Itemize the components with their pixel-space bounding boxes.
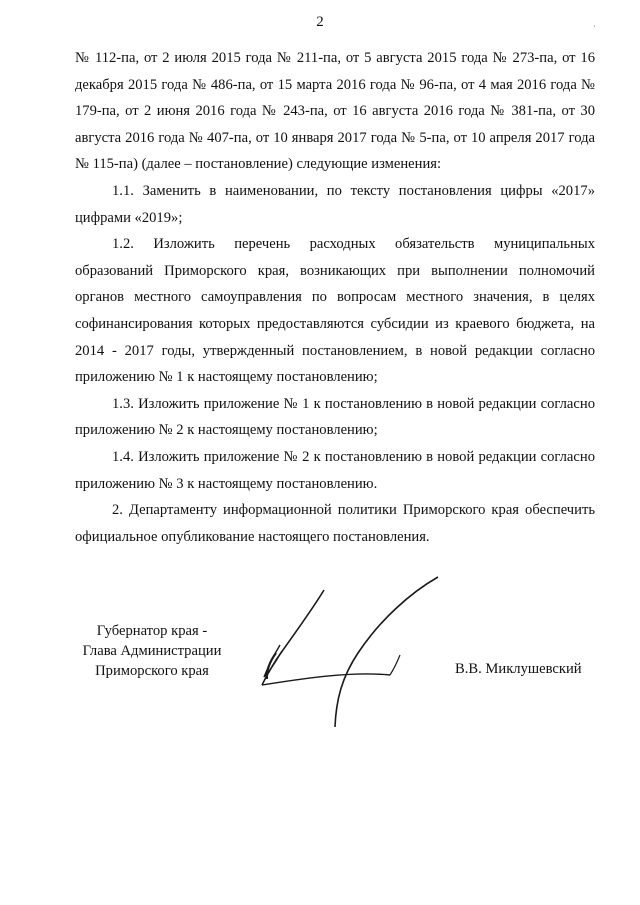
paragraph-1-4: 1.4. Изложить приложение № 2 к постановлению в новой редакции согласно приложению № 3 к настоящему постановлению. [75, 448, 595, 492]
signatory-title-line: Приморского края [95, 663, 209, 679]
paragraph-1-1: 1.1. Заменить в наименовании, по тексту постановления цифры «2017» цифрами «2019»; [75, 182, 595, 226]
page-number: 2 [316, 14, 324, 30]
margin-mark: · [593, 22, 596, 31]
signatory-title-line: Губернатор края - [96, 623, 208, 639]
paragraph-1-2: 1.2. Изложить перечень расходных обязательств муниципальных образований Приморского края, возникающих при выполнении полномочий органов местного самоуправления по вопросам местного значения, в целях софинансирования которых предоставляются субсидии из краевого бюджета, на 2014 - 2017 годы, утвержденный постановлением, в новой редакции согласно приложению № 1 к настоящему постановлению; [75, 236, 595, 386]
paragraph-2: 2. Департаменту информационной политики Приморского края обеспечить официальное опубликование настоящего постановления. [75, 502, 595, 545]
signatory-name: В.В. Миклушевский [455, 661, 582, 677]
paragraph-1-3: 1.3. Изложить приложение № 1 к постановлению в новой редакции согласно приложению № 2 к настоящему постановлению; [75, 395, 595, 439]
paragraph-amendments-list: № 112-па, от 2 июля 2015 года № 211-па, от 5 августа 2015 года № 273-па, от 16 декабря 2015 года № 486-па, от 15 марта 2016 года № 96-па, от 4 мая 2016 года № 179-па, от 2 июня 2016 года № 243-па, от 16 августа 2016 года № 381-па, от 30 августа 2016 года № 407-па, от 10 января 2017 года № 5-па, от 10 апреля 2017 года № 115-па) (далее – постановление) следующие изменения: [75, 50, 595, 173]
signatory-title-line: Глава Администрации [82, 643, 222, 659]
handwritten-signature [240, 575, 440, 730]
signatory-title [72, 621, 232, 681]
document-body [75, 45, 595, 550]
